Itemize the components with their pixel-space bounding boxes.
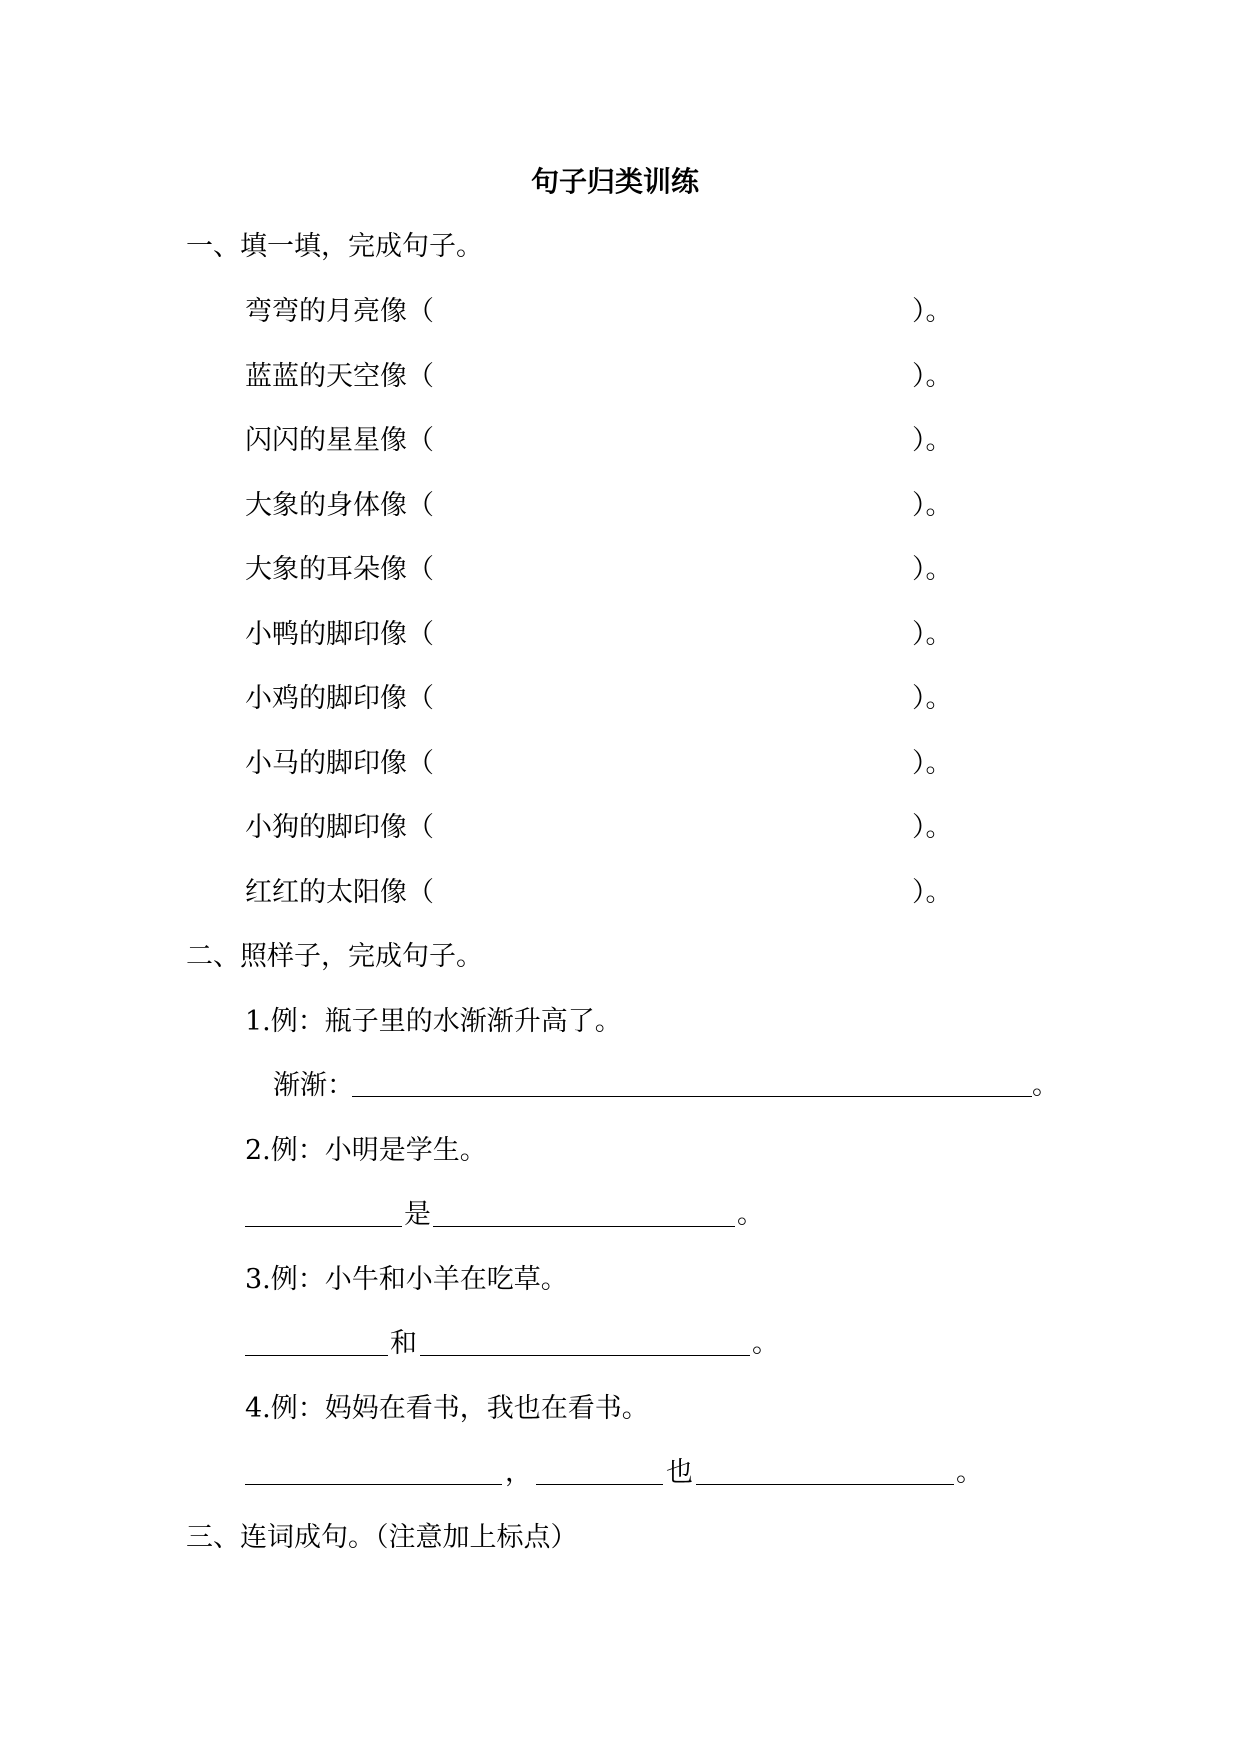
example-4-blank-b[interactable] [536, 1484, 663, 1485]
example-2-blank-b[interactable] [433, 1226, 735, 1227]
example-1-end: 。 [1032, 1070, 1059, 1101]
example-3-blank-a[interactable] [245, 1355, 388, 1356]
example-4-blank-a[interactable] [245, 1484, 502, 1485]
item-2-close: ）。 [912, 361, 953, 392]
item-10-prompt: 红红的太阳像（ [245, 877, 434, 908]
item-2-prompt: 蓝蓝的天空像（ [245, 361, 434, 392]
item-8-close: ）。 [912, 748, 953, 779]
item-1-prompt: 弯弯的月亮像（ [245, 296, 434, 327]
item-7-close: ）。 [912, 683, 953, 714]
item-7-prompt: 小鸡的脚印像（ [245, 683, 434, 714]
item-5-close: ）。 [912, 554, 953, 585]
page-title: 句子归类训练 [531, 165, 700, 198]
item-9-prompt: 小狗的脚印像（ [245, 812, 434, 843]
item-3-close: ）。 [912, 425, 953, 456]
example-4-blank-c[interactable] [696, 1484, 954, 1485]
item-3-prompt: 闪闪的星星像（ [245, 425, 434, 456]
item-4-prompt: 大象的身体像（ [245, 490, 434, 521]
item-8-prompt: 小马的脚印像（ [245, 748, 434, 779]
item-6-prompt: 小鸭的脚印像（ [245, 619, 434, 650]
example-3-connector: 和 [390, 1328, 417, 1359]
example-1-label: 渐渐： [273, 1070, 354, 1101]
item-10-close: ）。 [912, 877, 953, 908]
example-2-end: 。 [737, 1199, 764, 1230]
example-4-connector: 也 [666, 1457, 693, 1488]
example-3: 3.例：小牛和小羊在吃草。 [245, 1264, 568, 1295]
example-4-end: 。 [956, 1457, 983, 1488]
example-1-answer-blank[interactable] [352, 1096, 1032, 1097]
item-1-close: ）。 [912, 296, 953, 327]
section1-heading: 一、填一填，完成句子。 [186, 231, 483, 262]
item-6-close: ）。 [912, 619, 953, 650]
section3-heading: 三、连词成句。（注意加上标点） [186, 1522, 578, 1553]
example-3-blank-b[interactable] [420, 1355, 750, 1356]
section2-heading: 二、照样子，完成句子。 [186, 941, 483, 972]
example-2-connector: 是 [404, 1199, 431, 1230]
item-4-close: ）。 [912, 490, 953, 521]
item-9-close: ）。 [912, 812, 953, 843]
example-3-end: 。 [752, 1328, 779, 1359]
example-1: 1.例：瓶子里的水渐渐升高了。 [245, 1006, 622, 1037]
example-4: 4.例：妈妈在看书，我也在看书。 [245, 1393, 649, 1424]
example-2: 2.例：小明是学生。 [245, 1135, 487, 1166]
example-2-blank-a[interactable] [245, 1226, 402, 1227]
item-5-prompt: 大象的耳朵像（ [245, 554, 434, 585]
example-4-comma: ， [505, 1457, 532, 1488]
